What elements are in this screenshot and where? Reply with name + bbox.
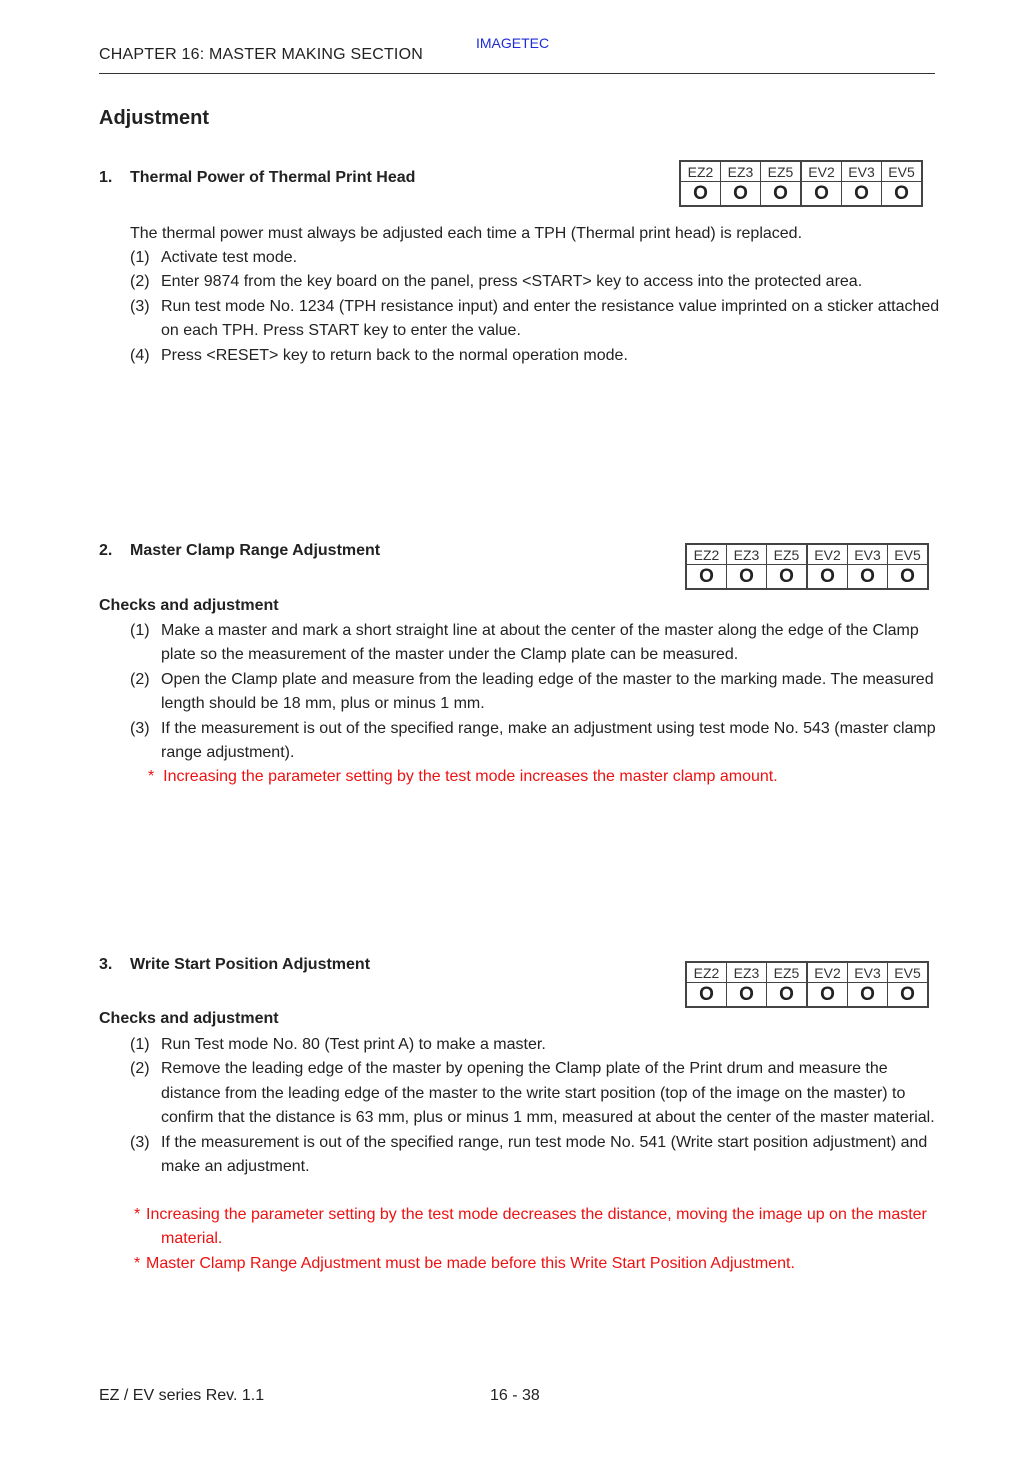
note-text: Increasing the parameter setting by the test mode increases the master clamp amount.	[163, 768, 778, 785]
applicable-mark: O	[767, 983, 808, 1008]
model-label: EZ5	[767, 962, 808, 983]
applicable-mark: O	[721, 182, 761, 207]
applicable-mark: O	[727, 565, 767, 590]
chapter-header: CHAPTER 16: MASTER MAKING SECTION	[99, 46, 423, 63]
model-compatibility-table	[685, 961, 929, 1008]
step-item	[130, 246, 940, 270]
model-label: EV3	[848, 544, 888, 565]
step-marker: (3)	[130, 719, 150, 737]
section-1-intro: The thermal power must always be adjusted each time a TPH (Thermal print head) is replaced.	[130, 225, 803, 242]
section-2-subhead: Checks and adjustment	[99, 597, 279, 614]
note-item	[134, 1252, 940, 1276]
page-title: Adjustment	[99, 107, 209, 129]
step-text: Press <RESET> key to return back to the normal operation mode.	[161, 346, 628, 364]
step-marker: (1)	[130, 622, 150, 639]
step-text: If the measurement is out of the specified range, make an adjustment using test mode No. 543 (master clamp range adjustment).	[161, 719, 936, 762]
model-label: EZ2	[686, 962, 727, 983]
section-title-text: Master Clamp Range Adjustment	[130, 542, 381, 559]
applicable-mark: O	[848, 565, 888, 590]
applicable-mark: O	[882, 182, 923, 207]
applicable-mark: O	[761, 182, 802, 207]
section-3-subhead: Checks and adjustment	[99, 1010, 279, 1027]
footer-series: EZ / EV series Rev. 1.1	[99, 1387, 265, 1404]
model-label: EV5	[888, 544, 929, 565]
section-title-text: Write Start Position Adjustment	[130, 956, 371, 973]
note-text: Increasing the parameter setting by the test mode decreases the distance, moving the image up on the master material.	[146, 1206, 927, 1248]
section-number: 1.	[99, 169, 113, 186]
step-text: Open the Clamp plate and measure from the leading edge of the master to the marking made. The measured length should be 18 mm, plus or minus 1 mm.	[161, 670, 934, 713]
header-divider	[99, 73, 935, 74]
step-marker: (1)	[130, 1036, 150, 1053]
step-text: If the measurement is out of the specified range, run test mode No. 541 (Write start position adjustment) and make an adjustment.	[161, 1133, 928, 1176]
step-item	[130, 1057, 940, 1130]
step-item	[130, 668, 940, 717]
model-label: EZ3	[727, 544, 767, 565]
section-3-steps	[130, 1033, 940, 1179]
page-number: 16 - 38	[490, 1387, 540, 1404]
note-marker: *	[148, 768, 155, 785]
note-text: Master Clamp Range Adjustment must be made before this Write Start Position Adjustment.	[146, 1254, 795, 1272]
step-text: Run Test mode No. 80 (Test print A) to make a master.	[161, 1036, 546, 1053]
step-marker: (2)	[130, 273, 150, 291]
section-1-title	[99, 169, 415, 187]
step-item	[130, 619, 940, 668]
section-2-note	[148, 765, 938, 789]
step-item	[130, 344, 940, 368]
model-compatibility-table	[679, 160, 923, 207]
section-number: 2.	[99, 542, 113, 559]
step-item	[130, 1033, 940, 1057]
step-text: Activate test mode.	[161, 249, 298, 266]
section-3-title	[99, 956, 370, 974]
model-label: EV3	[842, 161, 882, 182]
model-label: EV5	[888, 962, 929, 983]
model-label: EV2	[801, 161, 842, 182]
note-marker: *	[134, 1206, 141, 1223]
model-label: EV2	[807, 544, 848, 565]
applicable-mark: O	[888, 565, 929, 590]
model-label: EZ3	[721, 161, 761, 182]
section-2-title	[99, 542, 380, 560]
model-label: EZ5	[761, 161, 802, 182]
step-text: Make a master and mark a short straight line at about the center of the master along the edge of the Clamp plate so the measurement of the master under the Clamp plate can be measured.	[161, 622, 919, 664]
model-label: EV3	[848, 962, 888, 983]
step-text: Enter 9874 from the key board on the panel, press <START> key to access into the protected area.	[161, 273, 863, 291]
applicable-mark: O	[842, 182, 882, 207]
applicable-mark: O	[807, 983, 848, 1008]
step-text: Remove the leading edge of the master by opening the Clamp plate of the Print drum and measure the distance from the leading edge of the master to the write start position (top of the image on the master) to confirm that the distance is 63 mm, plus or minus 1 mm, measured at about the center of the master material.	[161, 1060, 935, 1127]
model-label: EZ5	[767, 544, 808, 565]
step-item	[130, 1131, 940, 1180]
step-marker: (3)	[130, 1133, 150, 1151]
step-marker: (1)	[130, 249, 150, 266]
model-compatibility-table	[685, 543, 929, 590]
step-marker: (2)	[130, 670, 150, 688]
model-label: EZ3	[727, 962, 767, 983]
section-number: 3.	[99, 956, 113, 973]
step-text: Run test mode No. 1234 (TPH resistance input) and enter the resistance value imprinted on a sticker attached on each TPH. Press START key to enter the value.	[161, 297, 940, 340]
applicable-mark: O	[807, 565, 848, 590]
applicable-mark: O	[801, 182, 842, 207]
model-label: EV2	[807, 962, 848, 983]
step-item	[130, 717, 940, 766]
step-marker: (2)	[130, 1060, 150, 1078]
section-2-steps	[130, 619, 940, 765]
model-label: EZ2	[680, 161, 721, 182]
applicable-mark: O	[767, 565, 808, 590]
section-title-text: Thermal Power of Thermal Print Head	[130, 169, 416, 186]
applicable-mark: O	[686, 983, 727, 1008]
applicable-mark: O	[680, 182, 721, 207]
applicable-mark: O	[888, 983, 929, 1008]
section-1-steps	[130, 246, 940, 368]
applicable-mark: O	[727, 983, 767, 1008]
section-3-notes	[134, 1203, 940, 1276]
note-item	[134, 1203, 940, 1252]
step-marker: (4)	[130, 346, 150, 364]
applicable-mark: O	[848, 983, 888, 1008]
step-marker: (3)	[130, 297, 150, 315]
brand-label: IMAGETEC	[476, 35, 550, 51]
applicable-mark: O	[686, 565, 727, 590]
model-label: EZ2	[686, 544, 727, 565]
note-marker: *	[134, 1254, 141, 1272]
step-item	[130, 295, 940, 344]
model-label: EV5	[882, 161, 923, 182]
step-item	[130, 270, 940, 294]
